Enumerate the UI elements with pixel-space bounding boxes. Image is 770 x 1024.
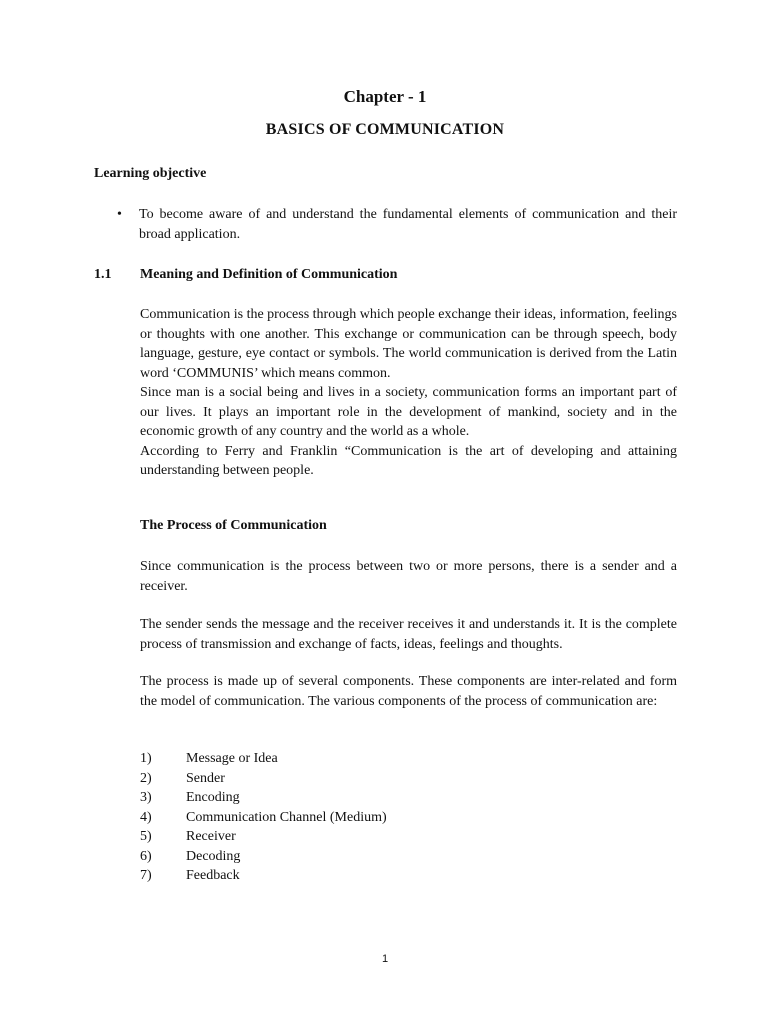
list-item-label: Decoding — [186, 848, 241, 864]
list-item-label: Feedback — [186, 868, 240, 883]
list-item-number: 7) — [140, 868, 152, 883]
list-item — [140, 808, 387, 828]
process-paragraph — [140, 615, 677, 654]
list-item — [140, 827, 387, 847]
process-heading: The Process of Communication — [140, 518, 327, 533]
list-item — [140, 866, 387, 886]
list-item-number: 2) — [140, 770, 152, 786]
list-item-label: Receiver — [186, 829, 236, 844]
list-item-number: 1) — [140, 751, 152, 766]
process-paragraph-text: The sender sends the message and the receiver receives it and understands it. It is the complete process of transmission and exchange of facts, ideas, feelings and thoughts. — [140, 617, 677, 652]
chapter-number: Chapter - 1 — [343, 87, 427, 106]
process-paragraph-text: The process is made up of several components. These components are inter-related and form the model of communication. The various components of the process of communication are: — [140, 674, 677, 709]
list-item-number: 5) — [140, 829, 152, 844]
list-item — [140, 769, 387, 789]
components-list — [140, 749, 387, 886]
list-item — [140, 788, 387, 808]
list-item-label: Sender — [186, 770, 225, 786]
definition-paragraph: Since man is a social being and lives in a society, communication forms an important part of our lives. It plays an important role in the development of mankind, society and in the economic growth of any country and the world as a whole. — [140, 385, 677, 439]
learning-objective-heading: Learning objective — [94, 166, 207, 181]
definition-paragraph: According to Ferry and Franklin “Communication is the art of developing and attaining understanding between people. — [140, 443, 677, 478]
process-paragraph — [140, 672, 677, 711]
list-item-label: Encoding — [186, 790, 240, 805]
list-item-number: 6) — [140, 848, 152, 864]
list-item-label: Communication Channel (Medium) — [186, 809, 387, 825]
list-item-label: Message or Idea — [186, 751, 278, 766]
list-item-number: 3) — [140, 790, 152, 805]
definition-paragraph: Communication is the process through which people exchange their ideas, information, feelings or thoughts with one another. This exchange or communication can be through speech, body language, gesture, eye contact or symbols. The world communication is derived from the Latin word ‘COMMUNIS’ which means common. — [140, 307, 677, 381]
list-item — [140, 847, 387, 867]
section-number: 1.1 — [94, 267, 112, 282]
page-number: 1 — [381, 953, 389, 965]
learning-objective-text: To become aware of and understand the fundamental elements of communication and their broad application. — [139, 207, 677, 242]
chapter-title: BASICS OF COMMUNICATION — [265, 121, 505, 138]
bullet-icon: • — [117, 207, 122, 222]
section-heading: Meaning and Definition of Communication — [140, 267, 398, 282]
list-item-number: 4) — [140, 809, 152, 825]
definition-paragraphs — [140, 305, 677, 481]
process-paragraph-text: Since communication is the process between two or more persons, there is a sender and a receiver. — [140, 559, 677, 594]
list-item — [140, 749, 387, 769]
process-paragraph — [140, 557, 677, 596]
learning-objective-item — [117, 205, 677, 245]
